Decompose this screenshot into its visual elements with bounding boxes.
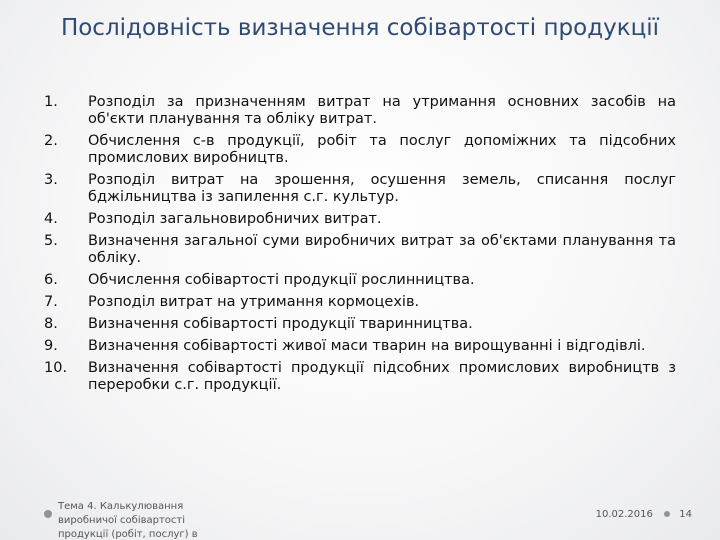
item-number: 4. — [44, 211, 58, 227]
item-text: Обчислення собівартості продукції рослинництва. — [88, 272, 475, 288]
item-number: 7. — [44, 294, 58, 310]
item-text: Визначення собівартості продукції підсобних промислових виробництв з переробки с.г. продукції. — [88, 360, 676, 393]
steps-list — [44, 94, 676, 399]
footer-date: 10.02.2016 — [595, 509, 653, 520]
item-text: Визначення загальної суми виробничих витрат за об'єктами планування та обліку. — [88, 233, 676, 266]
page-number: 14 — [679, 509, 692, 520]
footer-separator-icon — [664, 511, 670, 517]
item-text: Визначення собівартості живої маси тварин на вирощуванні і відгодівлі. — [88, 338, 646, 354]
list-item — [44, 172, 676, 206]
list-item — [44, 360, 676, 394]
item-number: 3. — [44, 172, 58, 188]
footer-meta — [596, 508, 692, 522]
item-text: Визначення собівартості продукції тваринництва. — [88, 316, 473, 332]
item-text: Розподіл за призначенням витрат на утримання основних засобів на об'єкти планування та обліку витрат. — [88, 94, 676, 127]
item-number: 1. — [44, 94, 58, 110]
item-text: Розподіл витрат на утримання кормоцехів. — [88, 294, 420, 310]
list-item — [44, 133, 676, 167]
list-item — [44, 338, 676, 355]
item-number: 6. — [44, 272, 58, 288]
item-number: 8. — [44, 316, 58, 332]
list-item — [44, 233, 676, 267]
list-item — [44, 211, 676, 228]
item-number: 5. — [44, 233, 58, 249]
list-item — [44, 272, 676, 289]
footer-bullet-icon — [44, 510, 52, 518]
slide-title: Послідовність визначення собівартості продукції — [60, 15, 660, 41]
list-item — [44, 294, 676, 311]
item-text: Обчислення с-в продукції, робіт та послуг допоміжних та підсобних промислових виробництв. — [88, 133, 676, 166]
footer-topic-text: Тема 4. Калькулювання виробничої собівартості продукції (робіт, послуг) в — [58, 501, 198, 540]
item-number: 10. — [44, 360, 68, 376]
item-text: Розподіл витрат на зрошення, осушення земель, списання послуг бджільництва із запилення с.г. культур. — [88, 172, 676, 205]
item-number: 2. — [44, 133, 58, 149]
list-item — [44, 316, 676, 333]
item-text: Розподіл загальновиробничих витрат. — [88, 211, 382, 227]
list-item — [44, 94, 676, 128]
item-number: 9. — [44, 338, 58, 354]
footer-topic — [44, 500, 234, 540]
